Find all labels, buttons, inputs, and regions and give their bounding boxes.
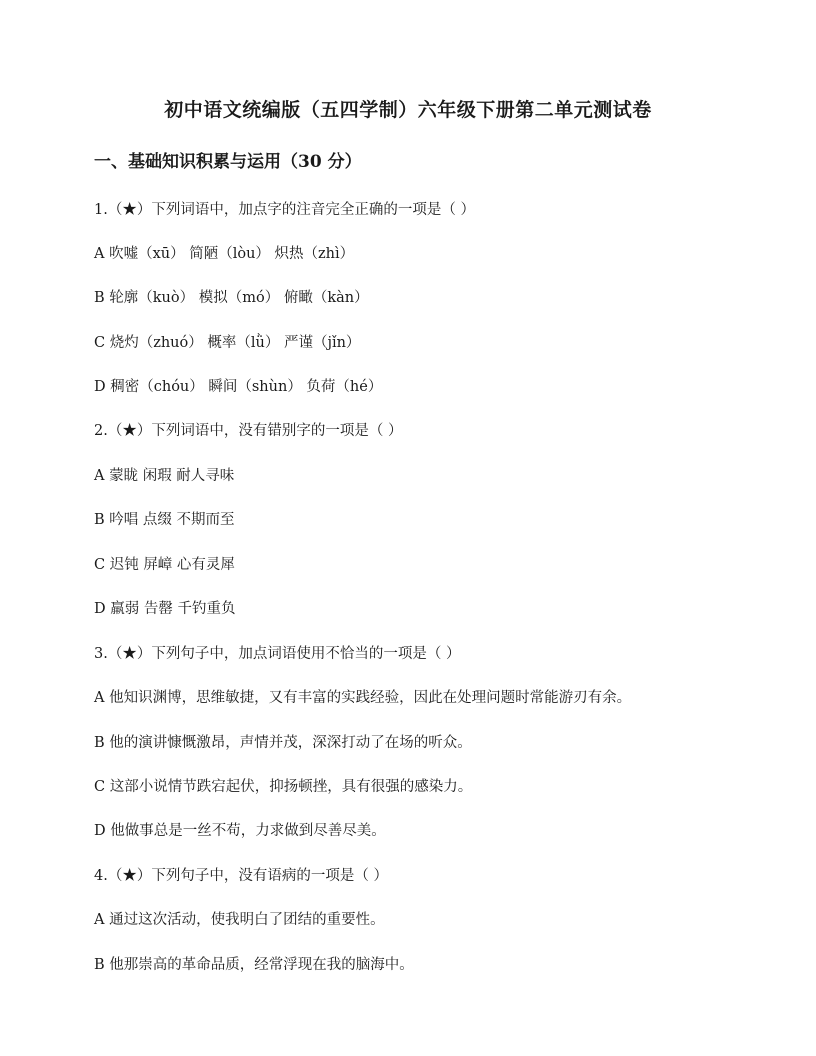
- question-2-option-b: B 吟唱 点缀 不期而至: [94, 512, 235, 528]
- question-3-stem: 3.（★）下列句子中，加点词语使用不恰当的一项是（ ）: [94, 646, 461, 662]
- question-1-option-a: A 吹嘘（xū） 简陋（lòu） 炽热（zhì）: [94, 246, 355, 262]
- section-heading: 一、基础知识积累与运用（30 分）: [94, 152, 362, 172]
- question-2-option-d: D 羸弱 告罄 千钓重负: [94, 601, 236, 617]
- document-title: 初中语文统编版（五四学制）六年级下册第二单元测试卷: [164, 99, 652, 121]
- question-2-option-a: A 蒙眬 闲瑕 耐人寻味: [94, 468, 235, 484]
- question-4-option-a: A 通过这次活动，使我明白了团结的重要性。: [94, 912, 385, 928]
- question-1-stem: 1.（★）下列词语中，加点字的注音完全正确的一项是（ ）: [94, 202, 475, 218]
- question-3-option-b: B 他的演讲慷慨激昂，声情并茂，深深打动了在场的听众。: [94, 735, 472, 751]
- question-3-option-d: D 他做事总是一丝不苟，力求做到尽善尽美。: [94, 823, 386, 839]
- question-1-option-b: B 轮廓（kuò） 模拟（mó） 俯瞰（kàn）: [94, 290, 369, 306]
- question-2-stem: 2.（★）下列词语中，没有错别字的一项是（ ）: [94, 423, 403, 439]
- question-4-option-b: B 他那崇高的革命品质，经常浮现在我的脑海中。: [94, 957, 414, 973]
- question-3-option-a: A 他知识渊博，思维敏捷，又有丰富的实践经验，因此在处理问题时常能游刃有余。: [94, 690, 632, 706]
- question-3-option-c: C 这部小说情节跌宕起伏，抑扬顿挫，具有很强的感染力。: [94, 779, 473, 795]
- question-1-option-d: D 稠密（chóu） 瞬间（shùn） 负荷（hé）: [94, 379, 383, 395]
- question-1-option-c: C 烧灼（zhuó） 概率（lǜ） 严谨（jǐn）: [94, 335, 361, 351]
- question-4-stem: 4.（★）下列句子中，没有语病的一项是（ ）: [94, 868, 388, 884]
- question-2-option-c: C 迟钝 屏嶂 心有灵犀: [94, 557, 235, 573]
